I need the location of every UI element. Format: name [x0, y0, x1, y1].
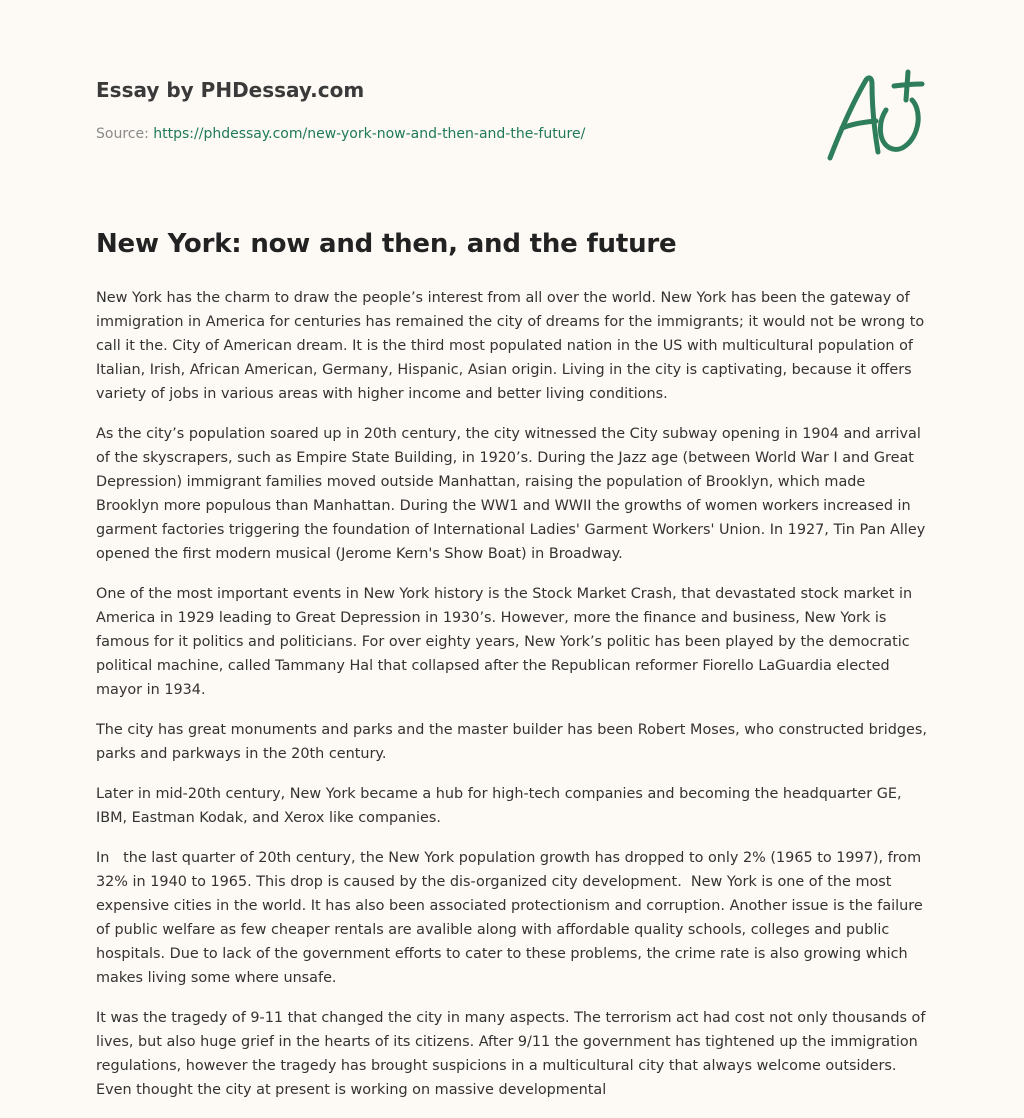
brand-title: Essay by PHDessay.com — [96, 78, 365, 102]
article-body — [96, 286, 930, 1118]
source-link[interactable]: https://phdessay.com/new-york-now-and-then-and-the-future/ — [153, 126, 586, 142]
paragraph: It was the tragedy of 9-11 that changed the city in many aspects. The terrorism act had cost not only thousands of lives, but also huge grief in the hearts of its citizens. After 9/11 the government has tightened up the immigration regulations, however the tragedy has brought suspicions in a multicultural city that always welcome outsiders. Even thought the city at present is working on massive developmental — [96, 1010, 930, 1098]
source-label: Source: — [96, 126, 154, 142]
paragraph: As the city’s population soared up in 20th century, the city witnessed the City subway opening in 1904 and arrival of the skyscrapers, such as Empire State Building, in 1920’s. During the Jazz age (between World War I and Great Depression) immigrant families moved outside Manhattan, raising the population of Brooklyn, which made Brooklyn more populous than Manhattan. During the WW1 and WWII the growths of women workers increased in garment factories triggering the foundation of International Ladies' Garment Workers' Union. In 1927, Tin Pan Alley opened the first modern musical (Jerome Kern's Show Boat) in Broadway. — [96, 426, 930, 562]
paragraph: In the last quarter of 20th century, the New York population growth has dropped to only 2% (1965 to 1997), from 32% in 1940 to 1965. This drop is caused by the dis-organized city development. New York is one of the most expensive cities in the world. It has also been associated protectionism and corruption. Another issue is the failure of public welfare as few cheaper rentals are avalible along with affordable quality schools, colleges and public hospitals. Due to lack of the government efforts to cater to these problems, the crime rate is also growing which makes living some where unsafe. — [96, 850, 928, 986]
page-header — [96, 76, 796, 144]
paragraph: New York has the charm to draw the people’s interest from all over the world. New York has been the gateway of immigration in America for centuries has remained the city of dreams for the immigrants; it would not be wrong to call it the. City of American dream. It is the third most populated nation in the US with multicultural population of Italian, Irish, African American, Germany, Hispanic, Asian origin. Living in the city is captivating, because it offers variety of jobs in various areas with higher income and better living conditions. — [96, 290, 929, 402]
paragraph: One of the most important events in New York history is the Stock Market Crash, that devastated stock market in America in 1929 leading to Great Depression in 1930’s. However, more the finance and business, New York is famous for it politics and politicians. For over eighty years, New York’s politic has been played by the democratic political machine, called Tammany Hal that collapsed after the Republican reformer Fiorello LaGuardia elected mayor in 1934. — [96, 586, 917, 698]
source-line — [96, 124, 796, 144]
paragraph: The city has great monuments and parks and the master builder has been Robert Moses, who constructed bridges, parks and parkways in the 20th century. — [96, 722, 932, 762]
article-title: New York: now and then, and the future — [96, 229, 677, 259]
paragraph: Later in mid-20th century, New York became a hub for high-tech companies and becoming the headquarter GE, IBM, Eastman Kodak, and Xerox like companies. — [96, 786, 907, 826]
a-plus-grade-icon — [822, 66, 926, 166]
